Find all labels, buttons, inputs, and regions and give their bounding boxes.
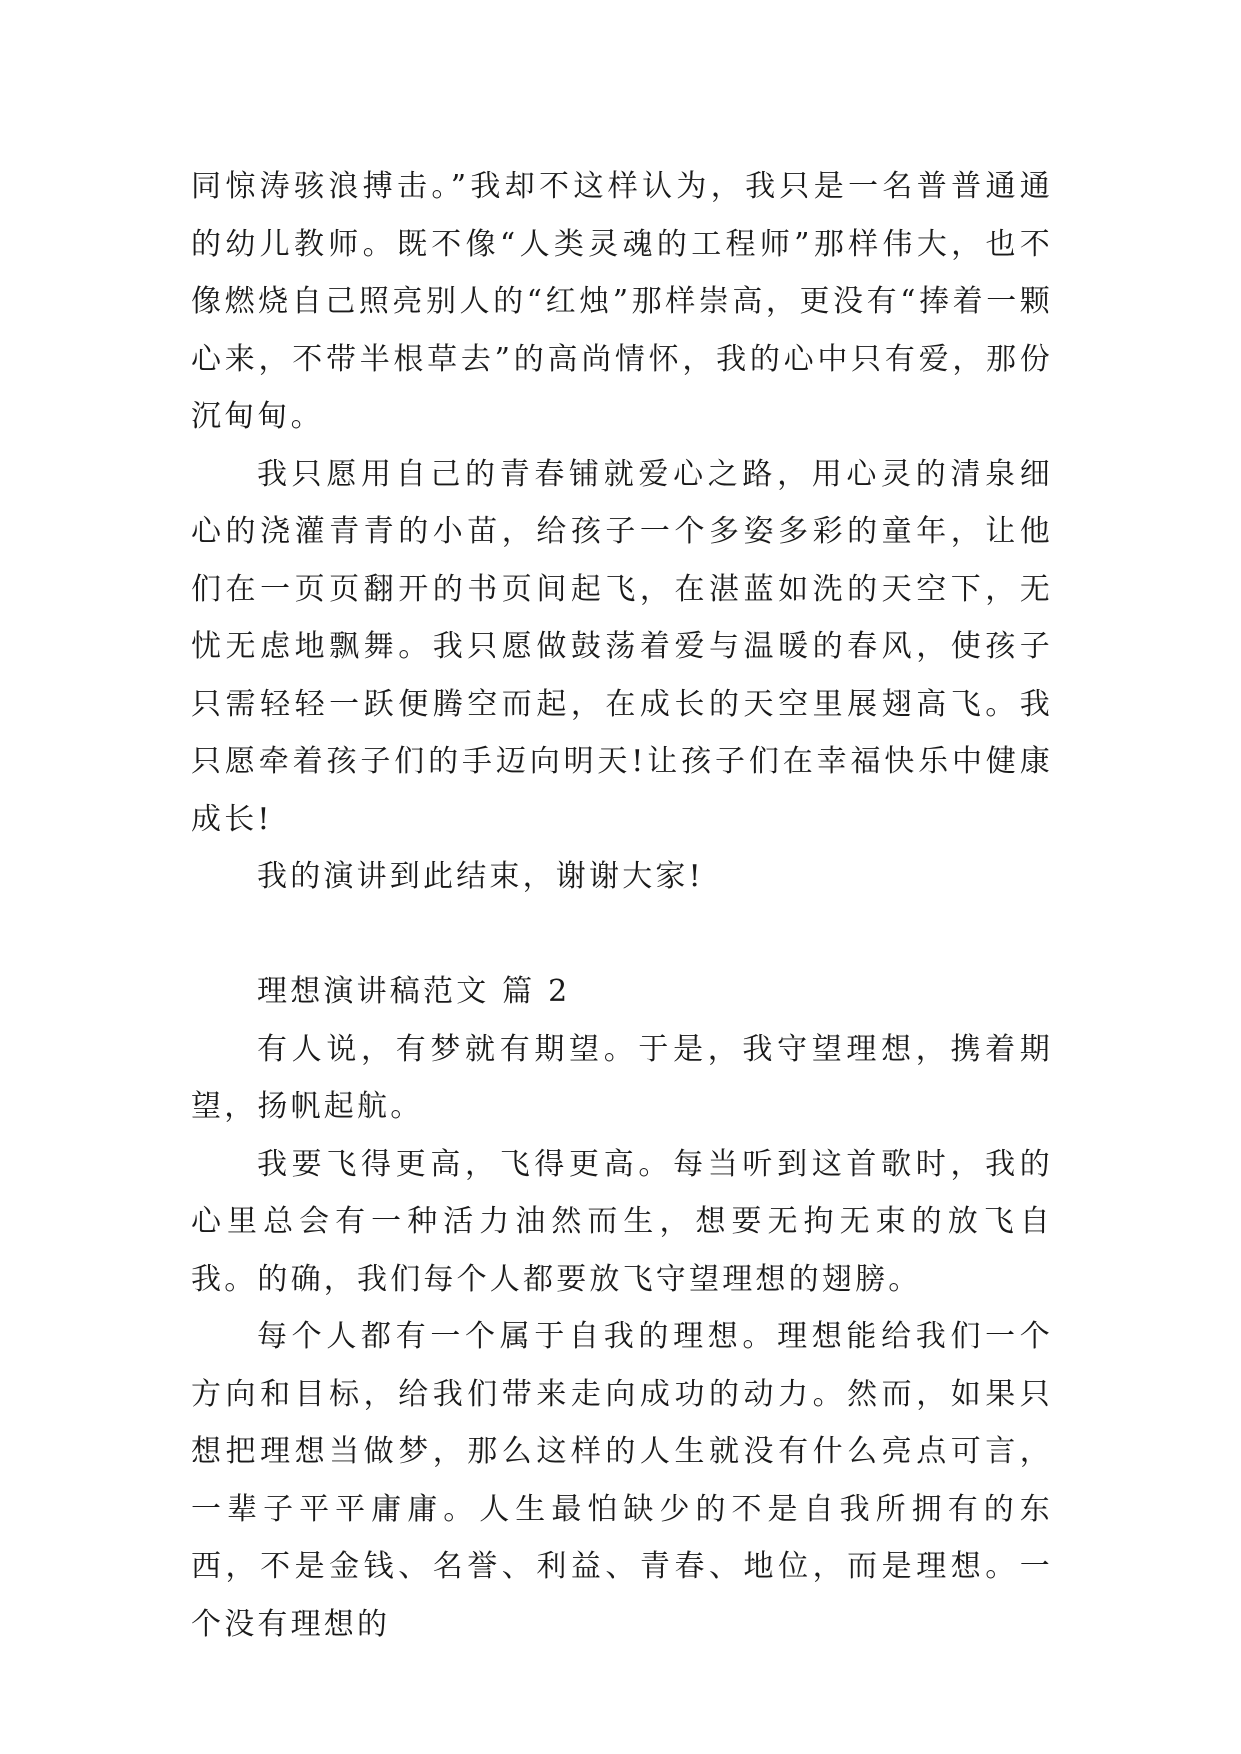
document-body [191,158,1053,1653]
paragraph: 我要飞得更高，飞得更高。每当听到这首歌时，我的心里总会有一种活力油然而生，想要无拘无束的放飞自我。的确，我们每个人都要放飞守望理想的翅膀。 [191,1146,1053,1297]
section-spacer [191,906,1053,964]
paragraph: 我只愿用自己的青春铺就爱心之路，用心灵的清泉细心的浇灌青青的小苗，给孩子一个多姿多彩的童年，让他们在一页页翻开的书页间起飞，在湛蓝如洗的天空下，无忧无虑地飘舞。我只愿做鼓荡着爱与温暖的春风，使孩子只需轻轻一跃便腾空而起，在成长的天空里展翅高飞。我只愿牵着孩子们的手迈向明天!让孩子们在幸福快乐中健康成长! [191,456,1053,837]
section-heading: 理想演讲稿范文 篇 2 [257,974,571,1009]
paragraph-closing: 我的演讲到此结束，谢谢大家! [257,859,704,894]
paragraph: 每个人都有一个属于自我的理想。理想能给我们一个方向和目标，给我们带来走向成功的动力。然而，如果只想把理想当做梦，那么这样的人生就没有什么亮点可言，一辈子平平庸庸。人生最怕缺少的不是自我所拥有的东西，不是金钱、名誉、利益、青春、地位，而是理想。一个没有理想的 [191,1319,1053,1642]
paragraph-continued: 同惊涛骇浪搏击。”我却不这样认为，我只是一名普普通通的幼儿教师。既不像“人类灵魂的工程师”那样伟大，也不像燃烧自己照亮别人的“红烛”那样崇高，更没有“捧着一颗心来，不带半根草去”的高尚情怀，我的心中只有爱，那份沉甸甸。 [191,169,1053,434]
paragraph: 有人说，有梦就有期望。于是，我守望理想，携着期望，扬帆起航。 [191,1031,1053,1124]
